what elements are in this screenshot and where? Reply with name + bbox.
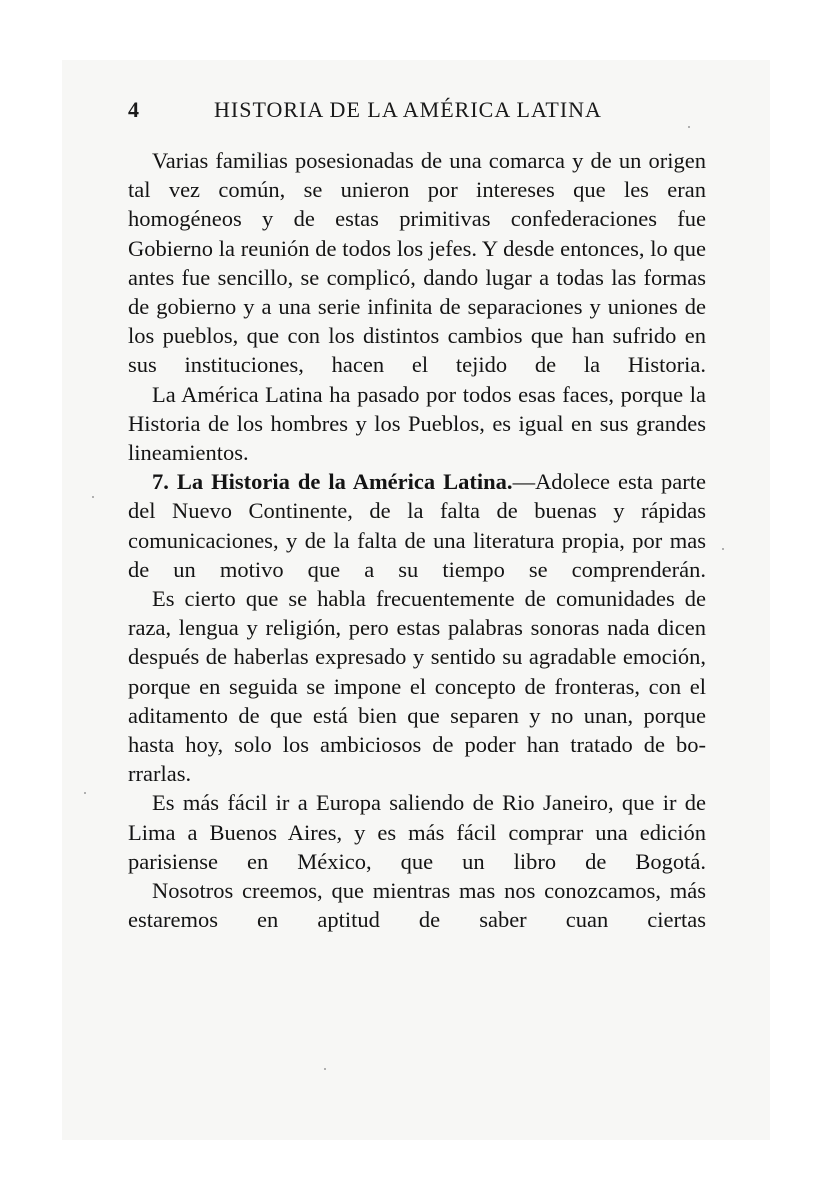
paragraph: Es cierto que se habla frecuentemente de comunidades de raza, lengua y religión, pero estas palabras sonoras nada dicen después de haberlas expresado y sentido su agradable emoción, porque en seguida se impone el concepto de fronteras, con el aditamento de que está bien que separen y no unan, porque hasta hoy, solo los ambiciosos de poder han tratado de borrarlas. bbox=[128, 586, 706, 787]
running-title: HISTORIA DE LA AMÉRICA LATINA bbox=[214, 97, 602, 122]
body-text bbox=[128, 146, 706, 934]
print-speck bbox=[324, 1068, 326, 1070]
print-speck bbox=[84, 792, 86, 794]
paragraph: La América Latina ha pasado por todos esas faces, porque la Historia de los hombres y los Pueblos, es igual en sus grandes lineamientos. bbox=[128, 381, 706, 466]
paragraph: Es más fácil ir a Europa saliendo de Rio Janeiro, que ir de Lima a Buenos Aires, y es más fácil comprar una edición parisiense en México, que un libro de Bogotá. bbox=[128, 790, 706, 874]
paragraph: Varias familias posesionadas de una comarca y de un origen tal vez común, se unieron por intereses que les eran homogéneos y de estas primitivas confederaciones fue Gobierno la reunión de todos los jefes. Y desde entonces, lo que antes fue sencillo, se complicó, dando lugar a todas las formas de gobierno y a una serie infinita de separaciones y uniones de los pueblos, que con los distintos cambios que han sufrido en sus instituciones, hacen el tejido de la Historia. bbox=[128, 148, 706, 378]
section-title: La Historia de la América Latina. bbox=[176, 469, 513, 495]
section-text: —Adolece esta parte del Nuevo Continente, de la falta de buenas y rápidas comunicaciones, y de la falta de una literatura propia, por mas de un motivo que a su tiempo se comprenderán. bbox=[128, 469, 706, 582]
print-speck bbox=[92, 496, 94, 498]
print-speck bbox=[722, 548, 724, 550]
print-speck bbox=[688, 126, 690, 128]
section-7-paragraph bbox=[128, 467, 706, 584]
section-number: 7. bbox=[152, 469, 169, 495]
paragraph: Nosotros creemos, que mientras mas nos conozcamos, más estaremos en aptitud de saber cuan ciertas bbox=[128, 878, 706, 933]
page-number: 4 bbox=[128, 97, 140, 122]
